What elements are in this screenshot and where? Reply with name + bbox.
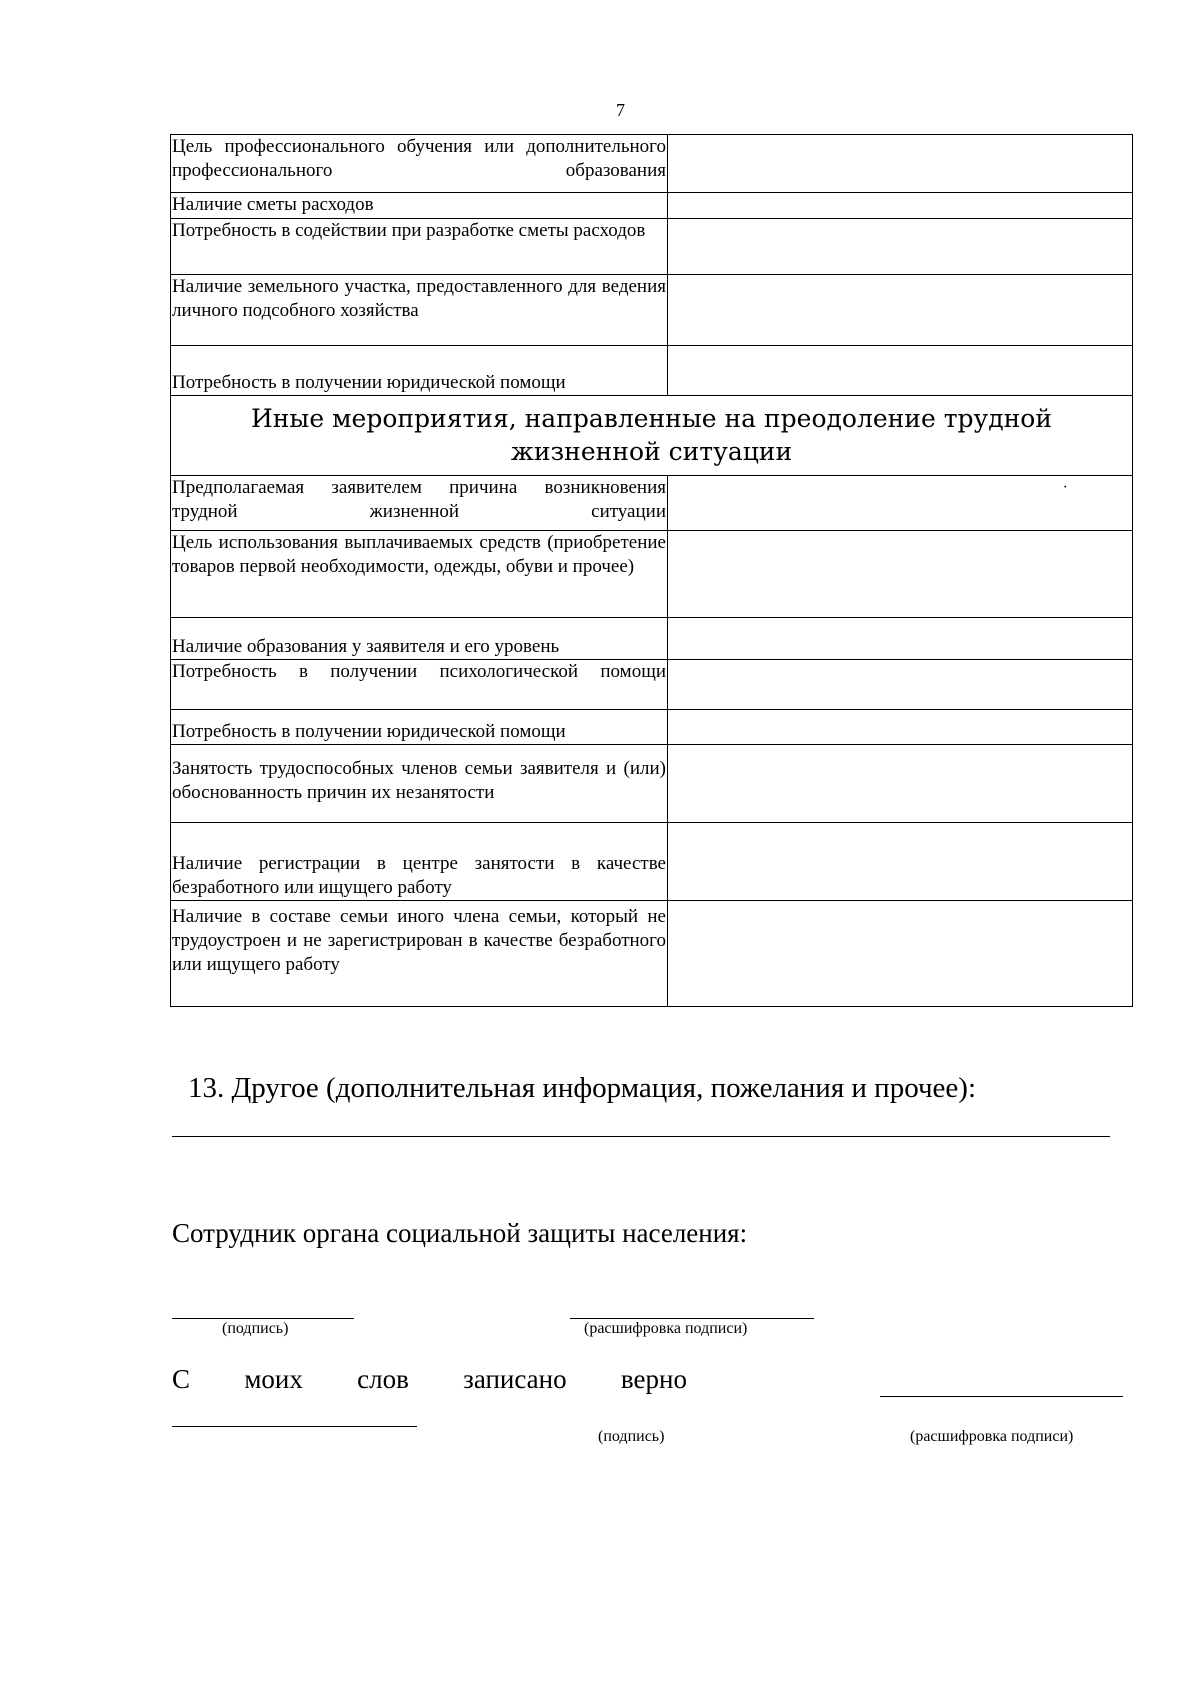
table-row bbox=[171, 745, 1133, 823]
answer-cell[interactable] bbox=[668, 901, 1133, 1007]
answer-cell[interactable] bbox=[668, 823, 1133, 901]
answer-cell[interactable] bbox=[668, 618, 1133, 660]
question-cell: Наличие регистрации в центре занятости в качестве безработного или ищущего работу bbox=[171, 823, 668, 901]
answer-cell[interactable] bbox=[668, 531, 1133, 618]
question-cell: Наличие образования у заявителя и его уровень bbox=[171, 618, 668, 660]
table-row bbox=[171, 346, 1133, 396]
question-cell: Цель использования выплачиваемых средств (приобретение товаров первой необходимости, одежды, обуви и прочее) bbox=[171, 531, 668, 618]
question-cell: Предполагаемая заявителем причина возникновения трудной жизненной ситуации bbox=[171, 476, 668, 531]
table-row bbox=[171, 193, 1133, 219]
verbatim-word: С bbox=[172, 1364, 191, 1394]
applicant-name-line[interactable] bbox=[172, 1426, 417, 1427]
question-cell: Потребность в содействии при разработке сметы расходов bbox=[171, 219, 668, 275]
applicant-signature-caption: (подпись) bbox=[598, 1428, 665, 1445]
question-cell: Наличие в составе семьи иного члена семьи, который не трудоустроен и не зарегистрирован в качестве безработного или ищущего работу bbox=[171, 901, 668, 1007]
employee-name-caption: (расшифровка подписи) bbox=[584, 1320, 748, 1337]
answer-cell[interactable] bbox=[668, 219, 1133, 275]
employee-signature-line[interactable] bbox=[172, 1318, 354, 1319]
question-cell: Занятость трудоспособных членов семьи заявителя и (или) обоснованность причин их незанятости bbox=[171, 745, 668, 823]
question-cell: Цель профессионального обучения или дополнительного профессионального образования bbox=[171, 135, 668, 193]
answer-mark: · bbox=[1062, 479, 1068, 496]
answer-cell[interactable] bbox=[668, 660, 1133, 710]
section-13-title: 13. Другое (дополнительная информация, пожелания и прочее): bbox=[188, 1072, 976, 1104]
answer-cell[interactable] bbox=[668, 476, 1133, 531]
question-cell: Потребность в получении юридической помощи bbox=[171, 710, 668, 745]
section-heading-row bbox=[171, 396, 1133, 476]
answer-cell[interactable] bbox=[668, 745, 1133, 823]
employee-name-line[interactable] bbox=[570, 1318, 814, 1319]
table-row bbox=[171, 476, 1133, 531]
table-row bbox=[171, 823, 1133, 901]
page-number: 7 bbox=[616, 100, 625, 120]
verbatim-word: слов bbox=[357, 1364, 409, 1394]
question-cell: Потребность в получении психологической помощи bbox=[171, 660, 668, 710]
employee-label: Сотрудник органа социальной защиты населения: bbox=[172, 1218, 748, 1248]
applicant-name-caption: (расшифровка подписи) bbox=[910, 1428, 1074, 1445]
applicant-signature-line[interactable] bbox=[880, 1396, 1123, 1397]
employee-signature-caption: (подпись) bbox=[222, 1320, 289, 1337]
answer-cell[interactable] bbox=[668, 346, 1133, 396]
verbatim-statement bbox=[172, 1364, 687, 1395]
table-row bbox=[171, 219, 1133, 275]
question-cell: Наличие земельного участка, предоставленного для ведения личного подсобного хозяйства bbox=[171, 275, 668, 346]
additional-info-line[interactable] bbox=[172, 1136, 1110, 1137]
table-row bbox=[171, 710, 1133, 745]
verbatim-word: записано bbox=[463, 1364, 567, 1394]
section-heading: Иные мероприятия, направленные на преодоление трудной жизненной ситуации bbox=[171, 396, 1133, 476]
applicant-info-table bbox=[170, 134, 1133, 1007]
table-row bbox=[171, 275, 1133, 346]
question-cell: Наличие сметы расходов bbox=[171, 193, 668, 219]
question-cell: Потребность в получении юридической помощи bbox=[171, 346, 668, 396]
answer-cell[interactable] bbox=[668, 135, 1133, 193]
verbatim-word: верно bbox=[620, 1364, 687, 1394]
table-row bbox=[171, 660, 1133, 710]
table-row bbox=[171, 531, 1133, 618]
verbatim-word: моих bbox=[244, 1364, 303, 1394]
answer-cell[interactable] bbox=[668, 275, 1133, 346]
table-row bbox=[171, 901, 1133, 1007]
answer-cell[interactable] bbox=[668, 710, 1133, 745]
table-row bbox=[171, 135, 1133, 193]
table-row bbox=[171, 618, 1133, 660]
answer-cell[interactable] bbox=[668, 193, 1133, 219]
